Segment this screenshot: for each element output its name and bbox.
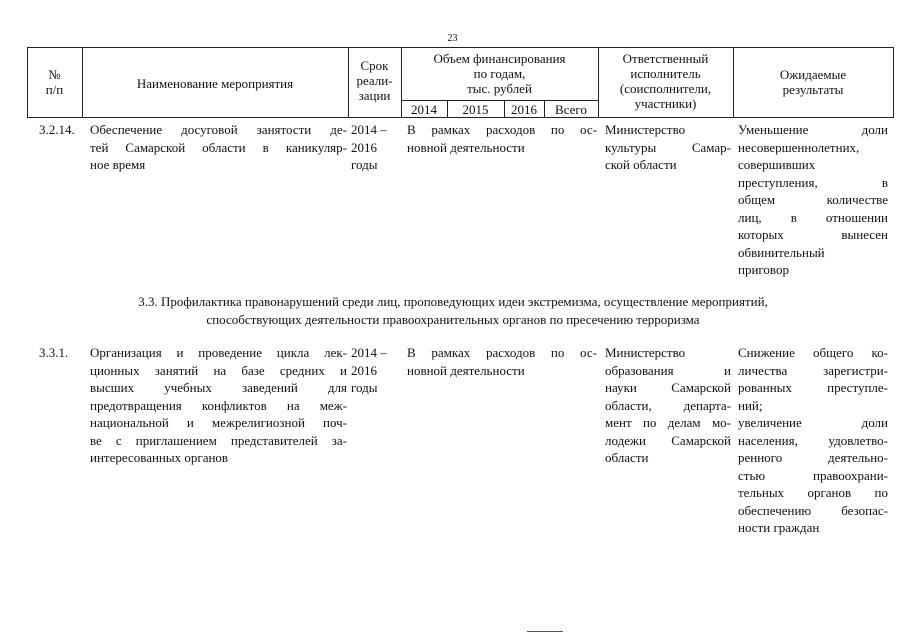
header-num	[27, 67, 82, 97]
row-funding-line: В рамках расходов по ос-	[407, 122, 597, 137]
row-title	[90, 344, 347, 467]
row-title-line: тей Самарской области в каникуляр-	[90, 139, 347, 155]
row-term-line: 2016	[351, 139, 377, 155]
row-title-line: предотвращения конфликтов на меж-	[90, 397, 347, 413]
row-results-line: Снижение общего ко-	[738, 345, 888, 360]
header-term	[348, 58, 401, 103]
row-results-line: которых вынесен	[738, 227, 888, 242]
row-results-line: обеспечению безопас-	[738, 502, 888, 518]
header-year-2016: 2016	[511, 102, 537, 117]
row-resp-line: области	[605, 450, 649, 465]
header-funding-line: по годам,	[473, 66, 526, 81]
row-term-line: годы	[351, 380, 378, 395]
header-num-line: п/п	[45, 82, 64, 97]
row-term-line: 2014 –	[351, 122, 387, 137]
row-results-line: стью правоохрани-	[738, 467, 888, 483]
header-results-line: результаты	[782, 82, 844, 97]
row-results-line: обвинительный	[738, 244, 825, 260]
row-title-line: ное время	[90, 157, 146, 172]
row-resp-line: образования и	[605, 362, 731, 378]
header-funding-line: тыс. рублей	[467, 81, 532, 96]
row-term-line: 2014 –	[351, 345, 387, 360]
row-title	[90, 121, 347, 174]
row-results-line: ний;	[738, 397, 763, 413]
row-responsible	[605, 121, 731, 174]
row-resp-line: области, департа-	[605, 397, 731, 413]
row-resp-line: ской области	[605, 157, 677, 172]
row-results-line: совершивших	[738, 157, 816, 172]
header-funding-line: Объем финансирования	[433, 51, 566, 66]
row-results-line: общем количестве	[738, 192, 888, 207]
header-funding	[401, 51, 598, 96]
row-results-line: преступления, в	[738, 174, 888, 190]
row-resp-line: культуры Самар-	[605, 139, 731, 155]
row-results-line: Уменьшение доли	[738, 122, 888, 137]
page-number: 23	[447, 33, 458, 44]
row-results	[738, 344, 888, 537]
row-results	[738, 121, 888, 279]
row-title-line: ве с приглашением представителей за-	[90, 432, 347, 448]
header-term-line: Срок	[360, 58, 389, 73]
row-results-line: личества зарегистри-	[738, 362, 888, 378]
row-funding-line: новной деятельности	[407, 139, 525, 155]
row-term	[351, 121, 387, 174]
row-title-line: Обеспечение досуговой занятости де-	[90, 122, 347, 137]
row-funding	[407, 121, 597, 156]
row-results-line: рованных преступле-	[738, 380, 888, 395]
header-term-line: зации	[358, 88, 391, 103]
row-funding	[407, 344, 597, 379]
header-resp-line: Ответственный	[622, 51, 709, 66]
row-title-line: интересованных органов	[90, 450, 229, 465]
row-funding-line: новной деятельности	[407, 362, 525, 378]
row-number: 3.2.14.	[39, 122, 75, 137]
header-responsible	[598, 51, 733, 111]
row-results-line: ности граждан	[738, 520, 820, 535]
section-heading-line: 3.3. Профилактика правонарушений среди лиц, проповедующих идеи экстремизма, осуществление мероприятий,	[138, 294, 768, 309]
row-results-line: приговор	[738, 262, 789, 277]
table-header	[27, 47, 893, 118]
header-num-line: №	[48, 67, 61, 82]
header-results	[733, 67, 893, 97]
row-results-line: тельных органов по	[738, 485, 888, 500]
section-heading-line: способствующих деятельности правоохранительных органов по пресечению терроризма	[206, 311, 700, 327]
header-resp-line: исполнитель	[630, 66, 701, 81]
row-title-line: Организация и проведение цикла лек-	[90, 345, 347, 360]
row-title-line: высших учебных заведений для	[90, 380, 347, 395]
row-term	[351, 344, 387, 397]
scan-mark	[527, 631, 563, 632]
header-results-line: Ожидаемые	[779, 67, 847, 82]
header-name: Наименование мероприятия	[136, 76, 294, 91]
row-term-line: годы	[351, 157, 378, 172]
header-year-2014: 2014	[411, 102, 437, 117]
row-term-line: 2016	[351, 362, 377, 378]
header-resp-line: участники)	[634, 96, 697, 111]
row-title-line: национальной и межрелигиозной поч-	[90, 415, 347, 430]
row-funding-line: В рамках расходов по ос-	[407, 345, 597, 360]
header-year-2015: 2015	[462, 102, 489, 117]
row-number: 3.3.1.	[39, 345, 69, 360]
row-title-line: ционных занятий на базе средних и	[90, 362, 347, 378]
row-resp-line: Министерство	[605, 345, 686, 360]
header-resp-line: (соисполнители,	[619, 81, 712, 96]
row-resp-line: лодежи Самарской	[605, 432, 731, 448]
row-responsible	[605, 344, 731, 467]
header-total: Всего	[555, 102, 587, 117]
row-resp-line: Министерство	[605, 122, 686, 137]
section-heading	[30, 293, 876, 328]
row-results-line: ренного деятельно-	[738, 450, 888, 465]
row-results-line: лиц, в отношении	[738, 209, 888, 225]
row-resp-line: мент по делам мо-	[605, 415, 731, 430]
row-results-line: несовершеннолетних,	[738, 139, 860, 155]
row-resp-line: науки Самарской	[605, 380, 731, 395]
row-results-line: увеличение доли	[738, 415, 888, 430]
row-results-line: населения, удовлетво-	[738, 432, 888, 448]
header-term-line: реали-	[356, 73, 393, 88]
